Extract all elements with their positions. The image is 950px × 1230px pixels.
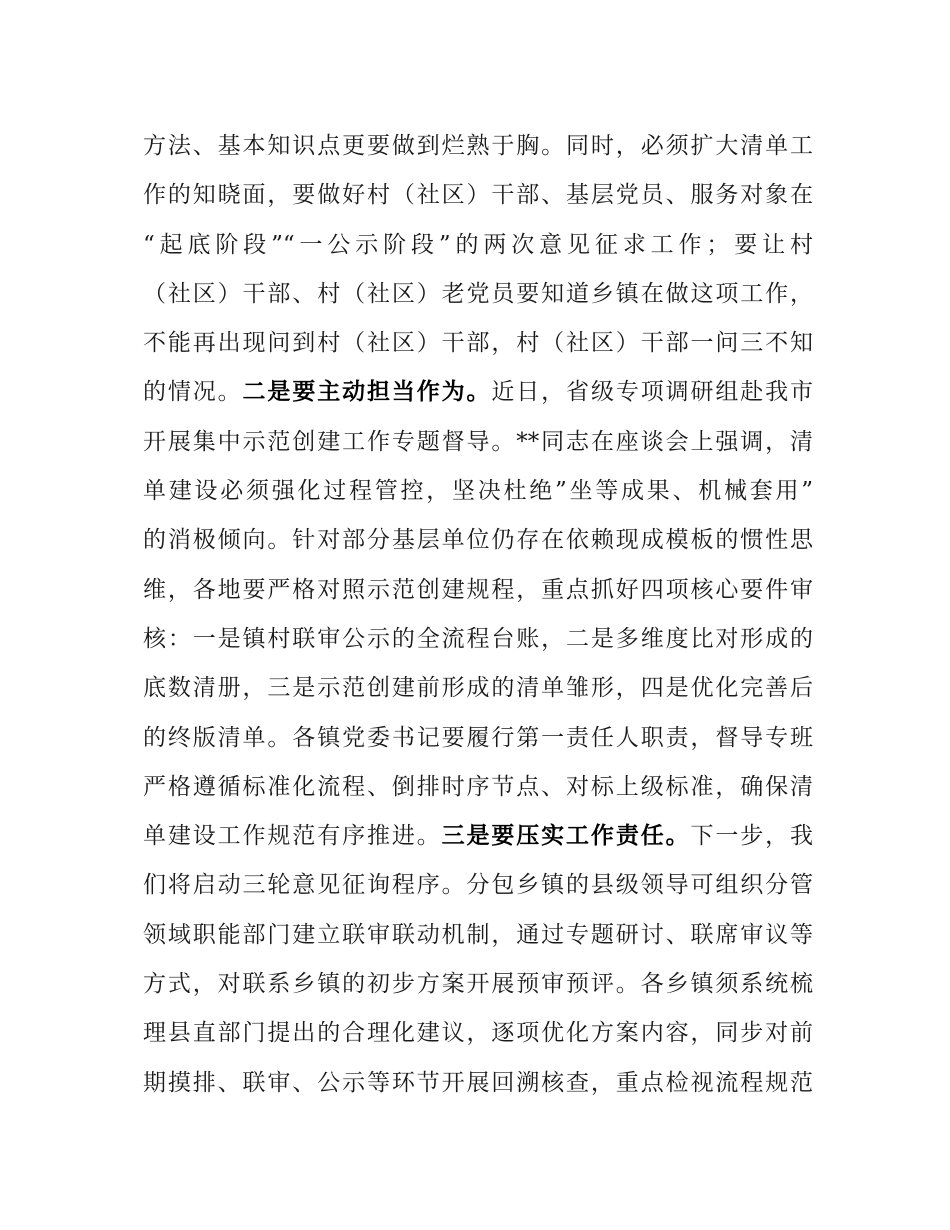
text-segment: 核：一是镇村联审公示的全流程台账，二是多维度比对形成的	[143, 625, 813, 652]
body-text	[143, 122, 813, 1108]
text-line	[143, 171, 813, 220]
text-segment: 领域职能部门建立联审联动机制，通过专题研讨、联席审议等	[143, 921, 813, 948]
text-segment: 单建设必须强化过程管控，坚决杜绝”坐等成果、机械套用”	[143, 478, 813, 505]
text-line	[143, 418, 813, 467]
text-line	[143, 368, 813, 417]
text-segment: 作的知晓面，要做好村（社区）干部、基层党员、服务对象在	[143, 182, 813, 209]
text-line	[143, 1009, 813, 1058]
text-segment: 下一步，我	[690, 823, 814, 850]
text-line	[143, 270, 813, 319]
text-line	[143, 467, 813, 516]
text-line	[143, 319, 813, 368]
text-segment: 不能再出现问到村（社区）干部，村（社区）干部一问三不知	[143, 330, 813, 357]
text-line	[143, 664, 813, 713]
text-line	[143, 615, 813, 664]
bold-heading-phrase: 三是要压实工作责任。	[441, 823, 691, 850]
text-line	[143, 1059, 813, 1108]
bold-heading-phrase: 二是要主动担当作为。	[242, 379, 492, 406]
text-segment: 近日，省级专项调研组赴我市	[491, 379, 814, 406]
text-segment: 底数清册，三是示范创建前形成的清单雏形，四是优化完善后	[143, 675, 813, 702]
text-segment: 方式，对联系乡镇的初步方案开展预审预评。各乡镇须系统梳	[143, 971, 813, 998]
text-line	[143, 221, 813, 270]
text-segment: 严格遵循标准化流程、倒排时序节点、对标上级标准，确保清	[143, 773, 813, 800]
text-segment: “起底阶段”“一公示阶段”的两次意见征求工作；要让村	[143, 231, 813, 258]
text-line	[143, 516, 813, 565]
text-segment: 们将启动三轮意见征询程序。分包乡镇的县级领导可组织分管	[143, 872, 813, 899]
text-line	[143, 861, 813, 910]
text-segment: 开展集中示范创建工作专题督导。**同志在座谈会上强调，清	[143, 428, 813, 455]
text-segment: 方法、基本知识点更要做到烂熟于胸。同时，必须扩大清单工	[143, 133, 813, 159]
text-line	[143, 911, 813, 960]
text-line	[143, 763, 813, 812]
text-segment: 单建设工作规范有序推进。	[143, 823, 442, 850]
text-line	[143, 960, 813, 1009]
text-segment: 的终版清单。各镇党委书记要履行第一责任人职责，督导专班	[143, 724, 813, 751]
text-line	[143, 714, 813, 763]
text-segment: 期摸排、联审、公示等环节开展回溯核查，重点检视流程规范	[143, 1069, 813, 1096]
text-line	[143, 122, 813, 171]
text-segment: 理县直部门提出的合理化建议，逐项优化方案内容，同步对前	[143, 1020, 813, 1047]
text-segment: 的消极倾向。针对部分基层单位仍存在依赖现成模板的惯性思	[143, 527, 813, 554]
text-segment: 维，各地要严格对照示范创建规程，重点抓好四项核心要件审	[143, 576, 813, 603]
text-segment: （社区）干部、村（社区）老党员要知道乡镇在做这项工作，	[143, 280, 813, 307]
text-line	[143, 812, 813, 861]
text-line	[143, 566, 813, 615]
text-segment: 的情况。	[143, 379, 243, 406]
